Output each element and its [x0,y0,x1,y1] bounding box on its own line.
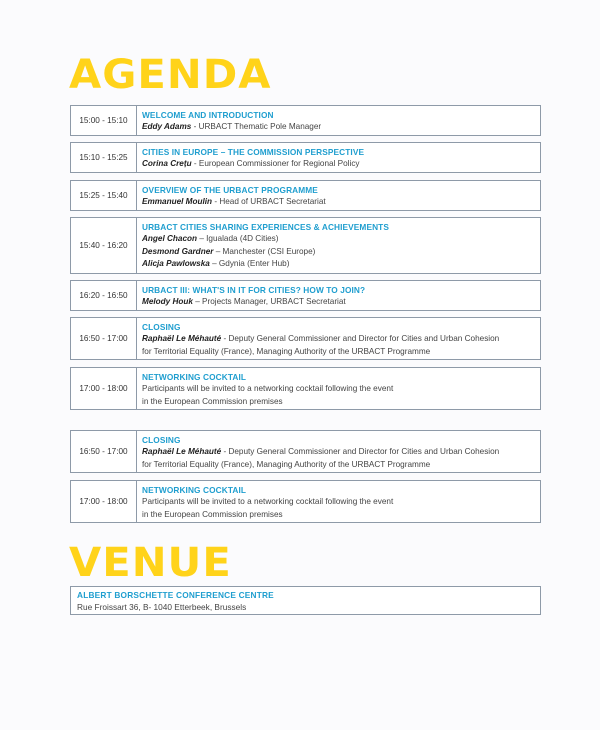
session-time: 16:20 - 16:50 [71,281,137,310]
session-title: CLOSING [142,435,181,445]
speaker-name: Desmond Gardner [142,246,214,256]
session-time: 15:40 - 16:20 [71,218,137,273]
session-content [137,481,393,522]
speaker-name: Melody Houk [142,297,193,306]
speaker-role: - Head of URBACT Secretariat [212,197,326,206]
speaker-name: Eddy Adams [142,122,192,131]
speaker-name: Alicja Pawlowska [142,259,210,269]
speaker-name: Emmanuel Moulin [142,197,213,206]
session-time: 16:50 - 17:00 [71,318,137,359]
note-text: Participants will be invited to a networking cocktail following the event [142,497,394,506]
session-time: 16:50 - 17:00 [71,431,137,472]
venue-name: ALBERT BORSCHETTE CONFERENCE CENTRE [77,590,274,600]
session-note [142,383,393,396]
agenda-row [70,480,541,523]
speaker-role: - Deputy General Commissioner and Director for Cities and Urban Cohesion [221,447,500,456]
session-title: NETWORKING COCKTAIL [142,485,247,495]
speaker-role: - Deputy General Commissioner and Director for Cities and Urban Cohesion [221,334,500,343]
session-speaker [142,196,326,209]
speaker-name: Corina Crețu [142,159,192,168]
session-speaker [142,446,499,459]
note-text: in the European Commission premises [142,396,283,406]
session-content [137,431,499,472]
session-note [142,509,393,522]
session-content [137,318,499,359]
session-time: 15:00 - 15:10 [71,106,137,135]
note-text: Participants will be invited to a networking cocktail following the event [142,384,394,393]
speaker-role: - URBACT Thematic Pole Manager [191,122,322,131]
session-speaker [142,296,365,309]
agenda-row [70,280,541,311]
session-title: OVERVIEW OF THE URBACT PROGRAMME [142,185,318,195]
session-content [137,368,393,409]
speaker-role: – Gdynia (Enter Hub) [209,259,290,269]
session-note [142,496,393,509]
agenda-row [70,180,541,211]
session-speaker [142,333,499,346]
session-speaker [142,346,499,359]
speaker-name: Raphaël Le Méhauté [142,447,222,456]
speaker-role: – Projects Manager, URBACT Secretariat [192,297,346,306]
speaker-role: – Igualada (4D Cities) [197,234,279,243]
agenda-row [70,367,541,410]
session-note [142,396,393,409]
session-speaker [142,233,389,246]
session-time: 15:25 - 15:40 [71,181,137,210]
session-time: 15:10 - 15:25 [71,143,137,172]
speaker-role: - European Commissioner for Regional Policy [191,159,360,168]
session-content [137,181,326,210]
venue-heading: VENUE [69,540,232,586]
speaker-name: Raphaël Le Méhauté [142,334,222,343]
session-title: WELCOME AND INTRODUCTION [142,110,274,120]
session-title: CITIES IN EUROPE – THE COMMISSION PERSPECTIVE [142,147,365,157]
session-content [137,106,321,135]
session-time: 17:00 - 18:00 [71,481,137,522]
session-time: 17:00 - 18:00 [71,368,137,409]
session-title: CLOSING [142,322,181,332]
agenda-row [70,317,541,360]
agenda-heading: AGENDA [69,52,272,98]
session-speaker [142,258,389,271]
speaker-role: – Manchester (CSI Europe) [213,246,316,256]
session-title: URBACT CITIES SHARING EXPERIENCES & ACHIEVEMENTS [142,222,389,232]
note-text: in the European Commission premises [142,509,283,519]
session-content [137,218,389,273]
speaker-role: for Territorial Equality (France), Managing Authority of the URBACT Programme [142,346,431,356]
session-speaker [142,121,321,134]
agenda-row [70,142,541,173]
session-title: URBACT III: WHAT'S IN IT FOR CITIES? HOW TO JOIN? [142,285,366,295]
venue-address: Rue Froissart 36, B- 1040 Etterbeek, Brussels [77,602,247,612]
session-title: NETWORKING COCKTAIL [142,372,247,382]
session-content [137,281,365,310]
agenda-row [70,217,541,274]
agenda-row [70,430,541,473]
speaker-role: for Territorial Equality (France), Managing Authority of the URBACT Programme [142,459,431,469]
venue-box [70,586,541,615]
agenda-row [70,105,541,136]
session-speaker [142,459,499,472]
session-speaker [142,158,364,171]
speaker-name: Angel Chacon [142,234,198,243]
session-speaker [142,246,389,259]
session-content [137,143,364,172]
